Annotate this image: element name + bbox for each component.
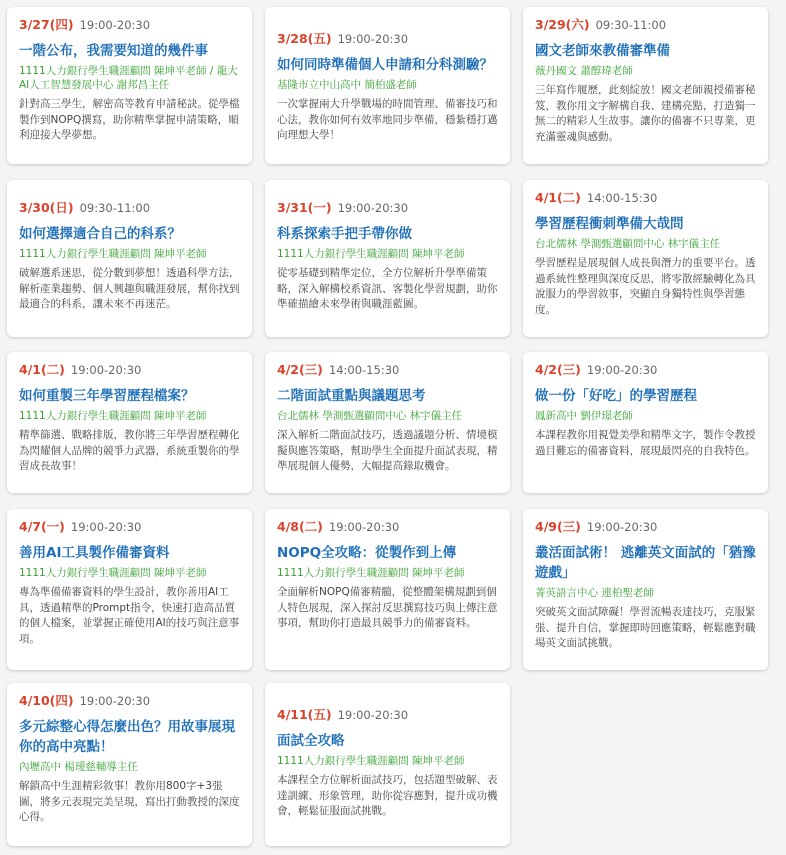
event-host: 鳳新高中 劉伊璟老師 [535, 410, 633, 422]
event-host: 1111人力銀行學生職涯顧問 陳坤平老師 [277, 567, 465, 579]
event-card[interactable] [265, 509, 510, 670]
event-title[interactable]: 面試全攻略 [277, 733, 345, 749]
event-card[interactable] [7, 683, 252, 846]
event-date: 3/28(五) [277, 31, 332, 46]
event-date: 4/1(二) [19, 362, 65, 377]
event-time: 09:30-11:00 [79, 201, 151, 215]
event-time: 19:00-20:30 [586, 520, 658, 534]
event-date: 3/30(日) [19, 200, 74, 215]
event-title[interactable]: 一階公布，我需要知道的幾件事 [19, 43, 208, 59]
event-card[interactable] [265, 683, 510, 846]
event-time: 19:00-20:30 [586, 363, 658, 377]
event-host: 菁英語言中心 連柏聖老師 [535, 587, 654, 599]
event-date: 3/29(六) [535, 17, 590, 32]
event-title[interactable]: NOPQ全攻略：從製作到上傳 [277, 545, 457, 561]
event-host: 台北儒林 學測甄選顧問中心 林宇儀主任 [535, 238, 721, 250]
event-title[interactable]: 二階面試重點與議題思考 [277, 388, 426, 404]
event-host: 薇丹國文 蕭醇瑋老師 [535, 65, 633, 77]
event-date: 3/27(四) [19, 17, 74, 32]
event-time: 19:00-20:30 [337, 32, 409, 46]
event-card[interactable] [7, 509, 252, 670]
event-host: 台北儒林 學測甄選顧問中心 林宇儀主任 [277, 410, 463, 422]
event-date: 4/1(二) [535, 190, 581, 205]
event-title[interactable]: 如何選擇適合自己的科系？ [19, 226, 181, 242]
event-date: 4/11(五) [277, 707, 332, 722]
event-title[interactable]: 科系探索手把手帶你做 [277, 226, 412, 242]
event-description: 三年寫作履歷，此刻綻放！國文老師親授備審秘笈，教你用文字解構自我、建構亮點，打造獨一無二的精彩人生故事。讓你的備審不只専業，更充滿靈魂與感動。 [535, 84, 756, 143]
event-date: 3/31(一) [277, 200, 332, 215]
event-description: 突破英文面試障礙！學習流暢表達技巧，克服緊張、提升自信，掌握即時回應策略，輕鬆應對職場英文面試挑戰。 [535, 606, 756, 649]
event-description: 深入解析二階面試技巧，透過議題分析、情境模擬與應答策略，幫助學生全面提升面試表現，精準展現個人優勢，大幅提高錄取機會。 [277, 429, 498, 472]
event-description: 精準篩選、戰略排版，教你將三年學習歷程轉化為閃耀個人品牌的競爭力武器，系統重製你的學習成長故事！ [19, 429, 240, 472]
event-time: 19:00-20:30 [79, 18, 151, 32]
event-time: 19:00-20:30 [79, 694, 151, 708]
event-card[interactable] [523, 180, 768, 337]
event-description: 專為準備備審資料的學生設計，教你善用AI工具，透過精準的Prompt指令，快速打造高品質的個人檔案，並掌握正確使用AI的技巧與注意事項。 [19, 586, 240, 645]
event-host: 1111人力銀行學生職涯顧問 陳坤平老師 [19, 567, 207, 579]
event-time: 19:00-20:30 [70, 520, 142, 534]
event-time: 14:00-15:30 [328, 363, 400, 377]
event-card[interactable] [265, 7, 510, 164]
event-time: 09:30-11:00 [595, 18, 667, 32]
event-host: 基隆市立中山高中 簡柏盛老師 [277, 79, 417, 91]
event-title[interactable]: 叢活面試術！ 逃離英文面試的「猶豫遊戲」 [535, 545, 756, 581]
event-description: 破解選系迷思，從分數到夢想！透過科學方法，解析產業趨勢、個人興趣與職涯發展，幫你找到最適合的科系，讓未來不再迷茫。 [19, 267, 240, 310]
event-description: 本課程教你用視覺美學和精準文字，製作令教授過目難忘的備審資料，展現最閃亮的自我特色。 [535, 429, 756, 457]
event-time: 14:00-15:30 [586, 191, 658, 205]
event-host: 內壢高中 楊璦慈輔導主任 [19, 761, 138, 773]
event-date: 4/10(四) [19, 693, 74, 708]
event-description: 從零基礎到精準定位，全方位解析升學準備策略，深入解構校系資訊、客製化學習規劃，助你準確描繪未來學術與職涯藍圖。 [277, 267, 498, 310]
event-host: 1111人力銀行學生職涯顧問 陳坤平老師 [277, 248, 465, 260]
event-description: 針對高三學生，解密高等教育申請秘訣。從學檔製作到NOPQ撰寫，助你精準掌握申請策略，順利迎接大學夢想。 [19, 98, 240, 141]
event-host: 1111人力銀行學生職涯顧問 陳坤平老師 [277, 755, 465, 767]
event-time: 19:00-20:30 [70, 363, 142, 377]
event-title[interactable]: 多元綜整心得怎麼出色？用故事展現你的高中亮點！ [19, 719, 235, 755]
event-description: 解鎖高中生涯精彩敘事！教你用800字+3張圖，將多元表現完美呈現，寫出打動教授的深度心得。 [19, 780, 240, 823]
event-title[interactable]: 如何重製三年學習歷程檔案？ [19, 388, 195, 404]
event-date: 4/7(一) [19, 519, 65, 534]
event-description: 學習歷程是展現個人成長與潛力的重要平台。透過系統性整理與深度反思，將零散經驗轉化為具說服力的學習敘事，突顯自身獨特性與學習態度。 [535, 257, 756, 316]
event-title[interactable]: 如何同時準備個人申請和分科測驗？ [277, 57, 493, 73]
event-card[interactable] [523, 7, 768, 164]
event-title[interactable]: 做一份「好吃」的學習歷程 [535, 388, 697, 404]
event-date: 4/8(二) [277, 519, 323, 534]
event-description: 一次掌握兩大升學戰場的時間管理、備審技巧和心法，教你如何有效率地同步準備，穩紮穩打邁向理想大學！ [277, 98, 498, 141]
event-card[interactable] [523, 509, 768, 670]
event-description: 全面解析NOPQ備審精髓，從整體架構規劃到個人特色展現，深入探討反思撰寫技巧與上傳注意事項，幫助你打造最具競爭力的備審資料。 [277, 586, 498, 629]
event-card[interactable] [7, 352, 252, 493]
event-time: 19:00-20:30 [337, 708, 409, 722]
event-title[interactable]: 國文老師來教備審準備 [535, 43, 670, 59]
event-host: 1111人力銀行學生職涯顧問 陳坤平老師 [19, 410, 207, 422]
event-date: 4/2(三) [535, 362, 581, 377]
event-date: 4/2(三) [277, 362, 323, 377]
event-card[interactable] [7, 7, 252, 164]
event-time: 19:00-20:30 [328, 520, 400, 534]
event-description: 本課程全方位解析面試技巧，包括題型破解、表達訓練、形象管理，助你從容應對，提升成功機會，輕鬆征服面試挑戰。 [277, 774, 498, 817]
event-host: 1111人力銀行學生職涯顧問 陳坤平老師 [19, 248, 207, 260]
event-card[interactable] [523, 352, 768, 493]
event-title[interactable]: 善用AI工具製作備審資料 [19, 545, 170, 561]
event-card[interactable] [265, 180, 510, 337]
event-date: 4/9(三) [535, 519, 581, 534]
event-time: 19:00-20:30 [337, 201, 409, 215]
event-title[interactable]: 學習歷程衝刺準備大哉問 [535, 216, 684, 232]
event-card[interactable] [7, 180, 252, 337]
event-host: 1111人力銀行學生職涯顧問 陳坤平老師 / 龍大AI人工智慧發展中心 謝邦昌主任 [19, 65, 238, 91]
event-card[interactable] [265, 352, 510, 493]
